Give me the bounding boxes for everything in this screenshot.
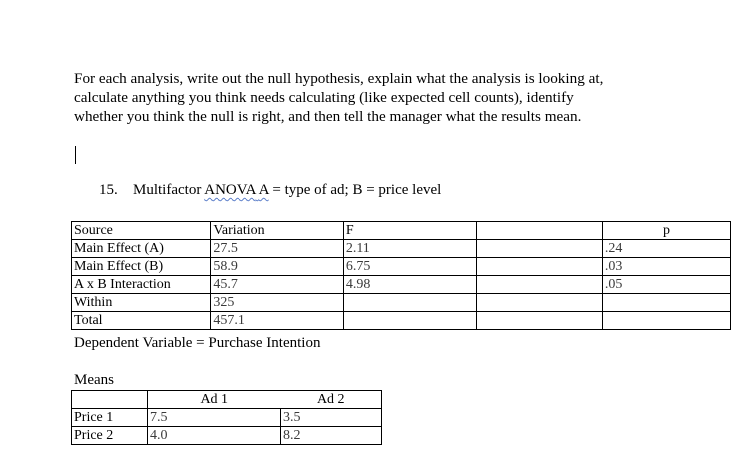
question-method-text: ANOVA (204, 182, 256, 198)
empty-cell (477, 276, 603, 294)
p-cell: .05 (602, 276, 730, 294)
table-row (72, 427, 382, 445)
question-factor-a: A (258, 182, 269, 198)
source-cell: Within (72, 294, 211, 312)
empty-cell (477, 258, 603, 276)
variation-cell: 325 (211, 294, 344, 312)
header-cell: Ad 1 (148, 391, 281, 409)
header-cell: F (343, 222, 476, 240)
f-cell: 2.11 (343, 240, 476, 258)
ad2-cell: 3.5 (281, 409, 382, 427)
question-prefix: Multifactor (133, 182, 205, 198)
ad1-cell: 7.5 (148, 409, 281, 427)
f-cell: 6.75 (343, 258, 476, 276)
variation-cell: 45.7 (211, 276, 344, 294)
source-cell: Main Effect (A) (72, 240, 211, 258)
row-label-cell: Price 1 (72, 409, 148, 427)
ad1-cell: 4.0 (148, 427, 281, 445)
question-rest: = type of ad; B = price level (268, 182, 442, 198)
variation-cell: 58.9 (211, 258, 344, 276)
row-label-cell: Price 2 (72, 427, 148, 445)
header-cell: p (602, 222, 730, 240)
table-row (72, 258, 731, 276)
header-cell (72, 391, 148, 409)
means-table (71, 390, 382, 445)
f-cell (343, 294, 476, 312)
p-cell (602, 312, 730, 330)
means-label: Means (74, 372, 114, 388)
table-row (72, 240, 731, 258)
question-method (204, 182, 268, 198)
table-row (72, 409, 382, 427)
question-heading (99, 182, 441, 199)
header-cell: Variation (211, 222, 344, 240)
f-cell: 4.98 (343, 276, 476, 294)
p-cell: .24 (602, 240, 730, 258)
question-number: 15. (99, 182, 118, 198)
header-cell: Ad 2 (281, 391, 382, 409)
variation-cell: 457.1 (211, 312, 344, 330)
table-row (72, 312, 731, 330)
empty-cell (477, 312, 603, 330)
instructions-paragraph (74, 69, 674, 126)
text-cursor (75, 146, 76, 164)
source-cell: A x B Interaction (72, 276, 211, 294)
source-cell: Total (72, 312, 211, 330)
table-row (72, 276, 731, 294)
anova-table (71, 221, 731, 330)
f-cell (343, 312, 476, 330)
instructions-line: whether you think the null is right, and then tell the manager what the results mean. (74, 108, 582, 125)
table-row (72, 294, 731, 312)
ad2-cell: 8.2 (281, 427, 382, 445)
instructions-line: For each analysis, write out the null hypothesis, explain what the analysis is looking at, (74, 70, 604, 87)
variation-cell: 27.5 (211, 240, 344, 258)
p-cell: .03 (602, 258, 730, 276)
source-cell: Main Effect (B) (72, 258, 211, 276)
empty-cell (477, 240, 603, 258)
dependent-variable-note: Dependent Variable = Purchase Intention (74, 335, 321, 351)
p-cell (602, 294, 730, 312)
table-header-row (72, 391, 382, 409)
table-header-row (72, 222, 731, 240)
empty-cell (477, 294, 603, 312)
header-cell: Source (72, 222, 211, 240)
instructions-line: calculate anything you think needs calculating (like expected cell counts), identify (74, 89, 574, 106)
header-cell (477, 222, 603, 240)
